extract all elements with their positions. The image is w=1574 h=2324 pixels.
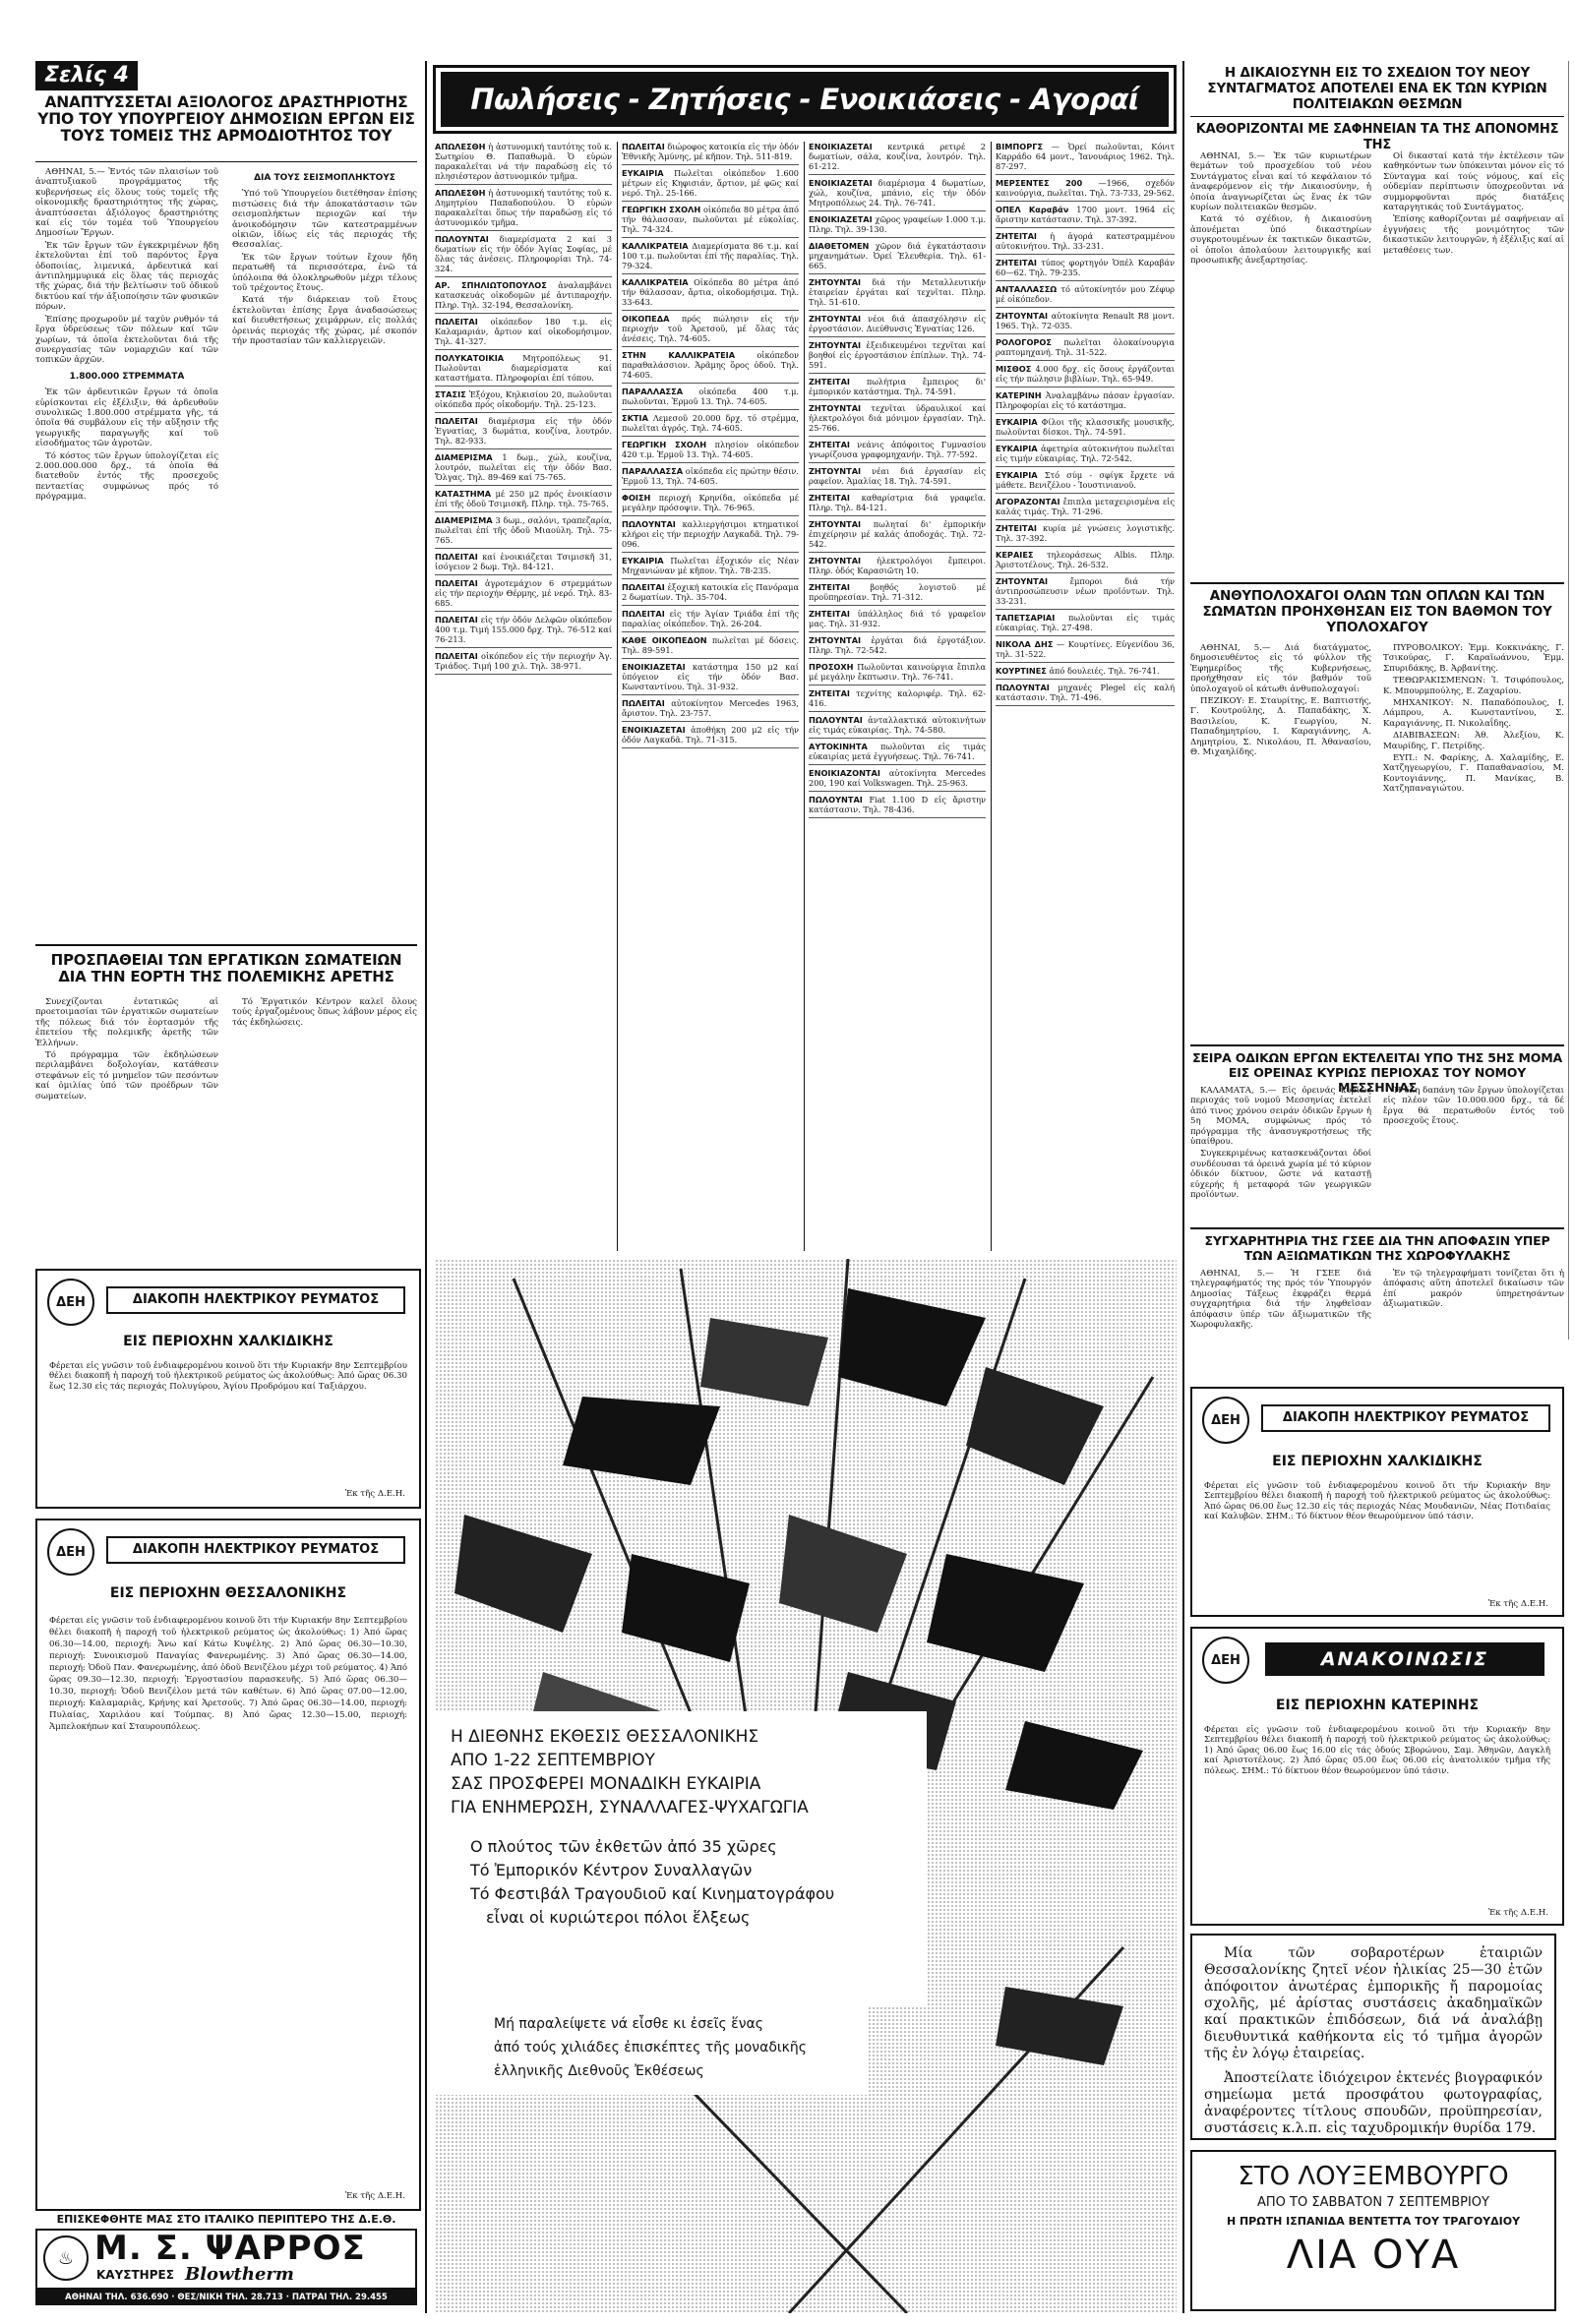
classified-ad-text: καλλιεργήσιμοι κτηματικοί κλήροι εἰς τήν περιοχήν Λαγκαδᾶ. Τηλ. 79-096. bbox=[622, 519, 799, 549]
classified-ad-lead: ΖΗΤΕΙΤΑΙ bbox=[809, 493, 850, 503]
classified-ad bbox=[996, 523, 1175, 547]
classified-ad bbox=[996, 284, 1175, 308]
classified-ad-lead: ΕΝΟΙΚΙΑΖΕΤΑΙ bbox=[622, 662, 686, 672]
classified-ad-text: Οἰκόπεδα 80 μέτρα ἀπό τήν θάλασσαν, ἄρτια, οἰκοδομήσιμα. Τηλ. 33-643. bbox=[622, 277, 799, 307]
page-section-label: Σελίς 4 bbox=[35, 61, 138, 90]
classified-ad bbox=[622, 635, 799, 659]
dei-notice-title: ΔΙΑΚΟΠΗ ΗΛΕΚΤΡΙΚΟΥ ΡΕΥΜΑΤΟΣ bbox=[106, 1536, 405, 1564]
dei-logo-icon: ΔΕΗ bbox=[1202, 1637, 1249, 1684]
classified-ad-text: ἀνταλλακτικά αὐτοκινήτων εἰς τιμάς εὐκαιρίας. Τηλ. 74-580. bbox=[809, 715, 986, 735]
psarros-product: ΚΑΥΣΤΗΡΕΣ bbox=[96, 2268, 174, 2282]
classified-ad bbox=[809, 556, 986, 579]
classified-ad-text: ὑπάλληλος διά τό γραφεῖον μας. Τηλ. 31-932. bbox=[809, 609, 986, 628]
left-top-article: ΑΝΑΠΤΥΣΣΕΤΑΙ ΑΞΙΟΛΟΓΟΣ ΔΡΑΣΤΗΡΙΟΤΗΣ ΥΠΟ ΤΟΥ ΥΠΟΥΡΓΕΙΟΥ ΔΗΜΟΣΙΩΝ ΕΡΓΩΝ ΕΙΣ ΤΟΥΣ ΤΟΜΕΙΣ ΤΗΣ ΑΡΜΟΔΙΟΤΗΤΟΣ ΤΟΥ ΑΘΗΝΑΙ, 5.— Ἐντός τῶν πλαισίων τοῦ ἀναπτυξιακοῦ προγράμματος τῆς κυβερνήσεως εἰς ὅλους τούς τομεῖς τῆς οἰκονομικῆς δραστηριότητος τῆς χώρας, ἀναπτύσσεται ἀξιόλογος δραστηριότης καί εἰς τόν τομέα τοῦ Ὑπουργείου Δημοσίων Ἔργων. Ἐκ τῶν ἔργων τῶν ἐγκεκριμένων ἤδη ἐκτελοῦνται ἐπί τοῦ παρόντος ἔργα ὁδοποιίας, λιμενικά, ἀρδευτικά καί ἀντιπλημμυρικά εἰς ὅλας τάς περιοχάς τῆς χώρας, διά τήν βελτίωσιν τοῦ ὁδικοῦ δικτύου καί τήν ἀξιοποίησιν τῶν φυσικῶν πόρων. Ἐπίσης προχωροῦν μέ ταχύν ρυθμόν τά ἔργα ὑδρεύσεως τῶν πόλεων καί τῶν χωρίων, τά ὁποῖα ἐκτελοῦνται διά τῆς συνεργασίας τῶν νομαρχιῶν καί τῶν τοπικῶν ἀρχῶν. 1.800.000 ΣΤΡΕΜΜΑΤΑ Ἐκ τῶν ἀρδευτικῶν ἔργων τά ὁποῖα εὑρίσκονται εἰς ἐξέλιξιν, θά ἀρδευθοῦν συνολικῶς 1.800.000 στρέμματα γῆς, τά ὁποῖα θά συμβάλουν εἰς τήν αὔξησιν τῆς γεωργικῆς παραγωγῆς καί τοῦ εἰσοδήματος τῶν ἀγροτῶν. Τό κόστος τῶν ἔργων ὑπολογίζεται εἰς 2.000.000.000 δρχ., τά ὁποῖα θά διατεθοῦν ἐντός τῆς προσεχοῦς πενταετίας συμφώνως πρός τό πρόγραμμα. ΔΙΑ ΤΟΥΣ ΣΕΙΣΜΟΠΛΗΚΤΟΥΣ Ὑπό τοῦ Ὑπουργείου διετέθησαν ἐπίσης πιστώσεις διά τήν ἀποκατάστασιν τῶν σεισμοπλήκτων περιοχῶν καί τήν ἀνοικοδόμησιν τῶν κατεστραμμένων οἰκιῶν, ἰδίως εἰς τάς περιοχάς τῆς Θεσσαλίας. Ἐκ τῶν ἔργων τούτων ἔχουν ἤδη περατωθῆ τά περισσότερα, ἐνῶ τά ὑπόλοιπα θά ὁλοκληρωθοῦν μέχρι τέλους τοῦ τρέχοντος ἔτους. Κατά τήν διάρκειαν τοῦ ἔτους ἐκτελοῦνται ἐπίσης ἔργα ἀναδασώσεως καί διευθετήσεως χειμάρρων, εἰς πολλάς ὀρεινάς περιοχάς τῆς χώρας, μέ σκοπόν τήν προστασίαν τῶν καλλιεργειῶν. bbox=[35, 94, 417, 503]
classified-ad-lead: ΠΩΛΕΙΤΑΙ bbox=[622, 582, 665, 592]
classified-ad-text: περιοχή Κρηνίδα, οἰκόπεδα μέ μεγάλην πρόσοψιν. Τηλ. 76-965. bbox=[622, 493, 799, 512]
classified-ad-lead: ΖΗΤΕΙΤΑΙ bbox=[809, 440, 850, 449]
classified-ad-text: πωληταί δι' ἐμπορικήν ἐπιχείρησιν μέ καλάς ἀποδοχάς. Τηλ. 72-542. bbox=[809, 519, 986, 549]
classified-ad-lead: ΕΝΟΙΚΙΑΖΕΤΑΙ bbox=[622, 725, 686, 735]
classified-ad-lead: ΣΚΤΙΑ bbox=[622, 413, 648, 423]
right-top-headline: Η ΔΙΚΑΙΟΣΥΝΗ ΕΙΣ ΤΟ ΣΧΕΔΙΟΝ ΤΟΥ ΝΕΟΥ ΣΥΝΤΑΓΜΑΤΟΣ ΑΠΟΤΕΛΕΙ ΕΝΑ ΕΚ ΤΩΝ ΚΥΡΙΩΝ ΠΟΛΙΤΕΙΑΚΩΝ ΘΕΣΜΩΝ bbox=[1207, 65, 1547, 112]
classified-ad bbox=[996, 142, 1175, 175]
classified-ad bbox=[622, 314, 799, 347]
classified-ad-text: ἀποθήκη 200 μ2 εἰς τήν ὁδόν Λαγκαδᾶ. Τηλ. 71-315. bbox=[622, 725, 799, 745]
classified-ad-lead: ΠΟΛΥΚΑΤΟΙΚΙΑ bbox=[435, 353, 505, 363]
dei-notice-body: Φέρεται εἰς γνῶσιν τοῦ ἐνδιαφερομένου κοινοῦ ὅτι τήν Κυριακήν 8ην Σεπτεμβρίου θέλει διακοπῆ ἡ παροχή τοῦ ἠλεκτρικοῦ ρεύματος ὡς ἀκολούθως: Ἀπό ὥρας 06.00 ἕως 12.30 εἰς τάς περιοχάς Νέας Μουδανιῶν, Νέας Ποτιδαίας καί Καλυβῶν. ΣΗΜ.: Τό δίκτυον θέον θεωρούμενον ὑπό τάσιν. bbox=[1204, 1481, 1550, 1522]
right-mid2-headline: ΣΕΙΡΑ ΟΔΙΚΩΝ ΕΡΓΩΝ ΕΚΤΕΛΕΙΤΑΙ ΥΠΟ ΤΗΣ 5ΗΣ ΜΟΜΑ ΕΙΣ ΟΡΕΙΝΑΣ ΚΥΡΙΩΣ ΠΕΡΙΟΧΑΣ ΤΟΥ ΝΟΜΟΥ ΜΕΣΣΗΝΙΑΣ bbox=[1192, 1050, 1562, 1095]
classified-ad-text: ἀναλαμβάνει κατασκευάς οἰκοδομῶν μέ ἀντιπαροχήν. Πληρ. Τηλ. 32-194, Θεσσαλονίκη. bbox=[435, 280, 612, 310]
classified-ad bbox=[435, 489, 612, 512]
classified-ad-lead: ΖΗΤΟΥΝΤΑΙ bbox=[809, 519, 862, 529]
classified-ad-text: Λεμεσοῦ 20.000 δρχ. τό στρέμμα, πωλεῖται ἀγρός. Τηλ. 74-605. bbox=[622, 413, 799, 433]
classified-ad-text: Πωλεῖται οἰκόπεδον 1.600 μέτρων εἰς Κηφισιάν, ἄρτιον, μέ φῶς καί νερό. Τηλ. 25-166. bbox=[622, 168, 799, 198]
left-bottom-headline: ΠΡΟΣΠΑΘΕΙΑΙ ΤΩΝ ΕΡΓΑΤΙΚΩΝ ΣΩΜΑΤΕΙΩΝ ΔΙΑ ΤΗΝ ΕΟΡΤΗ ΤΗΣ ΠΟΛΕΜΙΚΗΣ ΑΡΕΤΗΣ bbox=[50, 952, 402, 985]
classified-ad-text: ἀπό δουλειές. Τηλ. 76-741. bbox=[1049, 666, 1160, 676]
classified-ad-lead: ΑΠΩΛΕΣΘΗ bbox=[435, 188, 486, 198]
classified-ad-lead: ΠΩΛΟΥΝΤΑΙ bbox=[809, 715, 863, 725]
classified-ad bbox=[622, 241, 799, 274]
classified-ad-lead: ΠΡΟΣΟΧΗ bbox=[809, 662, 854, 672]
classified-ad bbox=[435, 188, 612, 231]
classified-ad-lead: ΖΗΤΕΙΤΑΙ bbox=[809, 609, 850, 619]
classified-ad-lead: ΠΩΛΕΙΤΑΙ bbox=[435, 416, 478, 426]
classified-ad bbox=[622, 725, 799, 748]
classified-ad-text: ἡλεκτρολόγοι ἔμπειροι. Πληρ. ὁδός Καρασιῶτη 10. bbox=[809, 556, 986, 575]
classified-ad bbox=[809, 768, 986, 792]
classified-ad-lead: ΖΗΤΟΥΝΤΑΙ bbox=[809, 466, 862, 476]
classified-ad-text: Φίλοι τῆς κλασσικῆς μουσικῆς, πωλοῦνται δίσκοι. Τηλ. 74-591. bbox=[996, 417, 1175, 437]
classified-ad bbox=[996, 417, 1175, 441]
classified-ad bbox=[622, 350, 799, 384]
dei-notice-sign: Ἐκ τῆς Δ.Ε.Η. bbox=[344, 2190, 405, 2201]
classified-ad-text: τεχνῖται ὑδραυλικοί καί ἠλεκτρολόγοι διά μόνιμον ἐργασίαν. Τηλ. 25-766. bbox=[809, 403, 986, 433]
classified-ad bbox=[435, 142, 612, 185]
dei-logo-icon: ΔΕΗ bbox=[47, 1279, 94, 1326]
psarros-ad bbox=[35, 2229, 417, 2290]
dei-logo-icon: ΔΕΗ bbox=[1202, 1397, 1249, 1444]
classified-ad bbox=[435, 651, 612, 675]
dei-notice-body: Φέρεται εἰς γνῶσιν τοῦ ἐνδιαφερομένου κοινοῦ ὅτι τήν Κυριακήν 8ην Σεπτεμβρίου θέλει διακοπῆ ἡ παροχή τοῦ ἠλεκτρικοῦ ρεύματος ὡς ἀκολούθως: 1) Ἀπό ὥρας 06.30—14.00, περιοχή: Ἄνω καί Κάτω Κυψέλης. 2) Ἀπό ὥρας 06.30—10.30, περιοχή: Συνοικισμοῦ Παναγίας Φανερωμένης. 3) Ἀπό ὥρας 06.30—14.00, περιοχή: Ὁδοῦ Παν. Φανερωμένης, ἀπό ὁδοῦ Βενιζέλου μέχρι τοῦ ρεύματος. 4) Ἀπό ὥρας 09.30—12.30, περιοχή: Ἐργοστασίου παρασκευῆς. 5) Ἀπό ὥρας 06.30—10.30, περιοχή: Ὁδοῦ Βενιζέλου μετά τῶν καθέτων. 6) Ἀπό ὥρας 07.00—12.00, περιοχή: Καλαμαριᾶς, Κρήνης καί Ἀρετσοῦς. 7) Ἀπό ὥρας 06.30—14.00, περιοχή: Πυλαίας, Χαριλάου καί Τούμπας. 8) Ἀπό ὥρας 12.30—15.00, περιοχή: Ἀμπελοκήπων καί Σταυρουπόλεως. bbox=[49, 1616, 407, 1732]
classified-ad-text: εἰς τήν ὁδόν Δελφῶν οἰκόπεδον 400 τ.μ. Τιμή 155.000 δρχ. Τηλ. 76-512 καί 76-213. bbox=[435, 615, 612, 644]
classified-ad-text: πωλεῖται ὁλοκαίνουργια ραπτομηχανή. Τηλ. 31-522. bbox=[996, 337, 1175, 357]
classified-ad-text: ἀφετηρία αὐτοκινήτου πωλεῖται εἰς τιμήν εὐκαιρίας. Τηλ. 72-542. bbox=[996, 444, 1175, 463]
classified-ad bbox=[622, 662, 799, 695]
classified-ad-text: Ἐξόχου, Κηλκισίου 20, πωλοῦνται οἰκόπεδα πρός οἰκοδομήν. Τηλ. 25-123. bbox=[435, 389, 612, 409]
classified-ad-text: ἡ ἀστυνομική ταυτότης τοῦ κ. Σωτηρίου Θ. Παπαθωμᾶ. Ὁ εὑρών παρακαλεῖται νά τήν παραδώσῃ εἰς τό πλησιέστερον ἀστυνομικόν τμῆμα. bbox=[435, 142, 612, 181]
classified-ad-text: διώροφος κατοικία εἰς τήν ὁδόν Ἐθνικῆς Ἀμύνης, μέ κῆπον. Τηλ. 511-819. bbox=[622, 142, 799, 161]
classified-ad-text: μηχανές Plegel εἰς καλή κατάστασιν. Τηλ. 71-496. bbox=[996, 683, 1175, 702]
classified-ad-text: εἰς τήν Ἁγίαν Τριάδα ἐπί τῆς παραλίας οἰκόπεδον. Τηλ. 26-204. bbox=[622, 609, 799, 628]
classified-ad-text: μέ 250 μ2 πρός ἐνοικίασιν ἐπί τῆς ὁδοῦ Τσιμισκῆ. Πληρ. τηλ. 75-765. bbox=[435, 489, 612, 508]
classifieds-col-2 bbox=[622, 142, 799, 1251]
classified-ad-lead: ΔΙΑΜΕΡΙΣΜΑ bbox=[435, 452, 493, 462]
classified-ad bbox=[435, 317, 612, 350]
classified-ad-lead: ΕΝΟΙΚΙΑΖΕΤΑΙ bbox=[809, 142, 873, 151]
classified-ad bbox=[996, 470, 1175, 494]
classified-ad-text: βοηθός λογιστοῦ μέ προϋπηρεσίαν. Τηλ. 71-312. bbox=[809, 582, 986, 602]
classified-ad bbox=[996, 666, 1175, 680]
classified-ad bbox=[809, 519, 986, 553]
classified-ad bbox=[809, 715, 986, 739]
classified-ad bbox=[809, 609, 986, 632]
classified-ad bbox=[435, 280, 612, 314]
classified-ad-lead: ΑΝΤΑΛΛΑΣΣΩ bbox=[996, 284, 1058, 294]
classified-ad-text: ἐργάται διά ἐργοτάξιον. Πληρ. Τηλ. 72-542. bbox=[809, 635, 986, 655]
classified-ad-text: χῶρος γραφείων 1.000 τ.μ. Πληρ. Τηλ. 39-130. bbox=[809, 214, 986, 234]
classified-ad-text: οἰκόπεδα 400 τ.μ. πωλοῦνται. Ἐρμοῦ 13. Τηλ. 74-605. bbox=[622, 387, 799, 406]
classified-ad-text: νέαι διά ἐργασίαν εἰς ραφεῖον. Ἀμαλίας 18. Τηλ. 74-591. bbox=[809, 466, 986, 486]
psarros-product-brand: Blowtherm bbox=[185, 2264, 294, 2285]
classified-ad-lead: ΠΩΛΕΙΤΑΙ bbox=[622, 698, 665, 708]
classified-ad bbox=[435, 452, 612, 486]
classified-ad-lead: ΠΩΛΟΥΝΤΑΙ bbox=[435, 234, 489, 244]
classified-ad-text: 4.000 δρχ. εἰς ὅσους ἐργάζονται εἰς τήν πώλησιν βιβλίων. Τηλ. 65-949. bbox=[996, 364, 1175, 384]
dei-notice-body: Φέρεται εἰς γνῶσιν τοῦ ἐνδιαφερομένου κοινοῦ ὅτι τήν Κυριακήν 8ην Σεπτεμβρίου θέλει διακοπῆ ἡ παροχή τοῦ ἠλεκτρικοῦ ρεύματος ὡς ἀκολούθως: 1) Ἀπό ὥρας 06.00 ἕως 16.00 εἰς τάς ὁδούς Σβορώνου, Σαμ. Ἀθηνῶν, Δαγκλῆ καί Ἀριστοτέλους. 2) Ἀπό ὥρας 05.00 ἕως 06.00 εἰς ἀνατολικόν τμῆμα τῆς πόλεως. ΣΗΜ.: Τό δίκτυον θέον θεωρούμενον ὑπό τάσιν. bbox=[1204, 1725, 1550, 1776]
classified-ad-lead: ΖΗΤΕΙΤΑΙ bbox=[996, 231, 1037, 241]
classified-ad-text: —1966, σχεδόν καινούργια, πωλεῖται. Τηλ. 73-733, 29-562. bbox=[996, 178, 1175, 198]
classified-ad-lead: ΑΓΟΡΑΖΟΝΤΑΙ bbox=[996, 497, 1060, 507]
classified-ad bbox=[622, 205, 799, 238]
classified-ad bbox=[622, 440, 799, 463]
classified-ad bbox=[996, 178, 1175, 202]
classified-ad-lead: ΑΥΤΟΚΙΝΗΤΑ bbox=[809, 742, 868, 751]
classified-ad bbox=[996, 576, 1175, 610]
classified-ad-lead: ΖΗΤΟΥΝΤΑΙ bbox=[996, 576, 1049, 586]
classified-ad bbox=[996, 683, 1175, 706]
classified-ad-lead: ΤΑΠΕΤΣΑΡΙΑΙ bbox=[996, 613, 1056, 623]
classified-ad-lead: ΕΥΚΑΙΡΙΑ bbox=[996, 470, 1038, 480]
classified-ad-text: Διαμερίσματα 86 τ.μ. καί 100 τ.μ. πωλοῦνται ἐπί τῆς παραλίας. Τηλ. 79-324. bbox=[622, 241, 799, 270]
classified-ad-lead: ΠΩΛΕΙΤΑΙ bbox=[622, 142, 665, 151]
classified-ad-text: κυρία μέ γνώσεις λογιστικῆς. Τηλ. 37-392. bbox=[996, 523, 1175, 543]
classified-ad-text: νέοι διά ἀπασχόλησιν εἰς ἐργοστάσιον. Διεύθυνσις Ἐγνατίας 126. bbox=[809, 314, 986, 333]
classified-ad-lead: ΠΩΛΕΙΤΑΙ bbox=[435, 578, 478, 588]
right-top-article: Η ΔΙΚΑΙΟΣΥΝΗ ΕΙΣ ΤΟ ΣΧΕΔΙΟΝ ΤΟΥ ΝΕΟΥ ΣΥΝΤΑΓΜΑΤΟΣ ΑΠΟΤΕΛΕΙ ΕΝΑ ΕΚ ΤΩΝ ΚΥΡΙΩΝ ΠΟΛΙΤΕΙΑΚΩΝ ΘΕΣΜΩΝ ΚΑΘΟΡΙΖΟΝΤΑΙ ΜΕ ΣΑΦΗΝΕΙΑΝ ΤΑ ΤΗΣ ΑΠΟΝΟΜΗΣ ΤΗΣ ΑΘΗΝΑΙ, 5.— Ἐκ τῶν κυριωτέρων θεμάτων τοῦ προσχεδίου τοῦ νέου Συντάγματος εἶναι καί τό κεφάλαιον τό ἀναφερόμενον εἰς τήν Δικαιοσύνην, ἡ ὁποία ἀναγνωρίζεται ὡς ἕνας ἐκ τῶν κυρίων πολιτειακῶν θεσμῶν. Κατά τό σχέδιον, ἡ Δικαιοσύνη ἀπονέμεται ὑπό δικαστηρίων συγκροτουμένων ἐκ τακτικῶν δικαστῶν, οἱ ὁποῖοι ἀπολαύουν λειτουργικῆς καί προσωπικῆς ἀνεξαρτησίας. Οἱ δικασταί κατά τήν ἐκτέλεσιν τῶν καθηκόντων των ὑπόκεινται μόνον εἰς τό Σύνταγμα καί τούς νόμους, καί εἰς οὐδεμίαν περίπτωσιν ὑποχρεοῦνται νά συμμορφοῦνται πρός διατάξεις καταργητικάς τοῦ Συντάγματος. Ἐπίσης καθορίζονται μέ σαφήνειαν αἱ ἐγγυήσεις τῆς μονιμότητος τῶν δικαστικῶν λειτουργῶν, ἡ ἐξέλιξις καί αἱ μεταθέσεις των. bbox=[1190, 65, 1564, 267]
classified-ad bbox=[809, 178, 986, 211]
classified-ad-text: αὐτοκίνητον Mercedes 1963, ἄριστον. Τηλ. 23-757. bbox=[622, 698, 799, 718]
right-mid-headline: ΑΝΘΥΠΟΛΟΧΑΓΟΙ ΟΛΩΝ ΤΩΝ ΟΠΛΩΝ ΚΑΙ ΤΩΝ ΣΩΜΑΤΩΝ ΠΡΟΗΧΘΗΣΑΝ ΕΙΣ ΤΟΝ ΒΑΘΜΟΝ ΤΟΥ ΥΠΟΛΟΧΑΓΟΥ bbox=[1202, 588, 1552, 635]
classified-ad-text: ἔπιπλα μεταχειρισμένα εἰς καλάς τιμάς. Τηλ. 71-296. bbox=[996, 497, 1175, 516]
classified-ad-lead: ΟΙΚΟΠΕΔΑ bbox=[622, 314, 670, 324]
left-bottom-article: ΠΡΟΣΠΑΘΕΙΑΙ ΤΩΝ ΕΡΓΑΤΙΚΩΝ ΣΩΜΑΤΕΙΩΝ ΔΙΑ ΤΗΝ ΕΟΡΤΗ ΤΗΣ ΠΟΛΕΜΙΚΗΣ ΑΡΕΤΗΣ Συνεχίζονται ἐντατικῶς αἱ προετοιμασίαι τῶν ἐργατικῶν σωματείων τῆς πόλεως διά τόν ἑορτασμόν τῆς ἐπετείου τῆς πολεμικῆς ἀρετῆς τῶν Ἑλλήνων. Τό πρόγραμμα τῶν ἐκδηλώσεων περιλαμβάνει δοξολογίαν, κατάθεσιν στεφάνων εἰς τό μνημεῖον τῶν πεσόντων καί ὁμιλίας ὑπό τῶν προέδρων τῶν σωματείων. Τό Ἐργατικόν Κέντρον καλεῖ ὅλους τούς ἐργαζομένους ὅπως λάβουν μέρος εἰς τάς ἐκδηλώσεις. bbox=[35, 952, 417, 1102]
classified-ad bbox=[809, 582, 986, 606]
classified-ad-lead: ΕΥΚΑΙΡΙΑ bbox=[996, 417, 1038, 427]
classified-ad-text: τηλεοράσεως Albis. Πληρ. Ἀριστοτέλους. Τηλ. 26-532. bbox=[996, 550, 1175, 569]
right-mid-article: ΑΝΘΥΠΟΛΟΧΑΓΟΙ ΟΛΩΝ ΤΩΝ ΟΠΛΩΝ ΚΑΙ ΤΩΝ ΣΩΜΑΤΩΝ ΠΡΟΗΧΘΗΣΑΝ ΕΙΣ ΤΟΝ ΒΑΘΜΟΝ ΤΟΥ ΥΠΟΛΟΧΑΓΟΥ ΑΘΗΝΑΙ, 5.— Διά διατάγματος, δημοσιευθέντος εἰς τό φύλλον τῆς Ἐφημερίδος τῆς Κυβερνήσεως, προήχθησαν εἰς τόν βαθμόν τοῦ ὑπολοχαγοῦ οἱ κάτωθι ἀνθυπολοχαγοί: ΠΕΖΙΚΟΥ: Ε. Σταυρίτης, Ε. Βαπτιστής, Γ. Κουτρούλης, Δ. Παπαδάκης, Χ. Βασιλείου, Κ. Γεωργίου, Ν. Παπαδημητρίου, Ι. Καραγιάννης, Α. Δημητρίου, Σ. Νικολάου, Π. Ἀθανασίου, Θ. Μιχαηλίδης. ΠΥΡΟΒΟΛΙΚΟΥ: Ἐμμ. Κοκκινάκης, Γ. Τσικούρας, Γ. Καραϊωάννου, Ἐμμ. Σπυριδάκης, Β. Ἀρβανίτης. ΤΕΘΩΡΑΚΙΣΜΕΝΩΝ: Ἰ. Τσιφόπουλος, Κ. Μπουρμπούλης, Ε. Ζαχαρίου. ΜΗΧΑΝΙΚΟΥ: Ν. Παπαδόπουλος, Ι. Λάμπρου, Α. Κωνσταντίνου, Σ. Καραγιάννης, Π. Νικολαΐδης. ΔΙΑΒΙΒΑΣΕΩΝ: Ἀθ. Ἀλεξίου, Κ. Μαυρίδης, Γ. Πετρίδης. ΕΥΠ.: Ν. Φαρίκης, Δ. Χαλαμίδης, Ε. Χατζηγεωργίου, Γ. Παπαθανασίου, Μ. Κοντογιάννης, Π. Μανίκας, Β. Χατζηπαναγιώτου. bbox=[1190, 588, 1564, 795]
classified-ad-lead: ΚΟΥΡΤΙΝΕΣ bbox=[996, 666, 1047, 676]
fair-text-panel: Η ΔΙΕΘΝΗΣ ΕΚΘΕΣΙΣ ΘΕΣΣΑΛΟΝΙΚΗΣ ΑΠΟ 1-22 ΣΕΠΤΕΜΒΡΙΟΥ ΣΑΣ ΠΡΟΣΦΕΡΕΙ ΜΟΝΑΔΙΚΗ ΕΥΚΑΙΡΙΑ ΓΙΑ ΕΝΗΜΕΡΩΣΗ, ΣΥΝΑΛΛΑΓΕΣ-ΨΥΧΑΓΩΓΙΑ Ο πλούτος τῶν ἐκθετῶν ἀπό 35 χῶρες Τό Ἐμπορικόν Κέντρον Συναλλαγῶν Τό Φεστιβάλ Τραγουδιοῦ καί Κινηματογράφου εἶναι οἱ κυριώτεροι πόλοι ἕλξεως bbox=[435, 1711, 927, 2006]
classified-ad bbox=[809, 377, 986, 400]
classified-ad bbox=[809, 340, 986, 374]
dei-notice-title: ΑΝΑΚΟΙΝΩΣΙΣ bbox=[1265, 1642, 1544, 1676]
dei-notice-sign: Ἐκ τῆς Δ.Ε.Η. bbox=[344, 1488, 405, 1499]
dei-notice-region: ΕΙΣ ΠΕΡΙΟΧΗΝ ΧΑΛΚΙΔΙΚΗΣ bbox=[1272, 1454, 1483, 1469]
psarros-brand: Μ. Σ. ΨΑΡΡΟΣ bbox=[94, 2229, 366, 2268]
classified-ad bbox=[435, 615, 612, 648]
classified-ad bbox=[809, 241, 986, 274]
classified-ad-lead: ΚΑΛΛΙΚΡΑΤΕΙΑ bbox=[622, 241, 689, 251]
classified-ad-text: πωλοῦνται εἰς τιμάς εὐκαιρίας. Τηλ. 27-498. bbox=[996, 613, 1175, 632]
classified-ad-text: καί ἐνοικιάζεται Τσιμισκῆ 31, ἰσόγειον 2 δωμ. Τηλ. 84-121. bbox=[435, 552, 612, 571]
classified-ad-lead: ΚΑΤΑΣΤΗΜΑ bbox=[435, 489, 492, 499]
classified-ad bbox=[996, 550, 1175, 573]
dei-notice-region: ΕΙΣ ΠΕΡΙΟΧΗΝ ΘΕΣΣΑΛΟΝΙΚΗΣ bbox=[109, 1585, 347, 1601]
classified-ad-text: πωλοῦνται εἰς τιμάς εὐκαιρίας μετά ἐγγυήσεως. Τηλ. 76-741. bbox=[809, 742, 986, 761]
classified-ad bbox=[622, 142, 799, 165]
dei-announcement-katerini bbox=[1190, 1627, 1564, 1926]
classified-ad bbox=[622, 698, 799, 722]
dei-notice-chalkidiki-left bbox=[35, 1269, 421, 1509]
classified-ad-text: ἡ ἀγορά κατεστραμμένου αὐτοκινήτου. Τηλ. 33-231. bbox=[996, 231, 1175, 251]
right-top-subhead: ΚΑΘΟΡΙΖΟΝΤΑΙ ΜΕ ΣΑΦΗΝΕΙΑΝ ΤΑ ΤΗΣ ΑΠΟΝΟΜΗΣ ΤΗΣ bbox=[1195, 122, 1559, 152]
classified-ad-lead: ΜΙΣΘΟΣ bbox=[996, 364, 1032, 374]
classified-ad-lead: ΑΡ. ΣΠΗΛΙΩΤΟΠΟΥΛΟΣ bbox=[435, 280, 547, 290]
classified-ad bbox=[435, 515, 612, 549]
classified-ad-lead: ΖΗΤΟΥΝΤΑΙ bbox=[996, 311, 1049, 321]
classified-ad-lead: ΕΥΚΑΙΡΙΑ bbox=[622, 556, 664, 566]
classified-ad-lead: ΠΩΛΟΥΝΤΑΙ bbox=[996, 683, 1050, 692]
classified-ad-text: διαμέρισμα 4 δωματίων, χώλ, κουζίνα, μπάνιο, εἰς τήν ὁδόν Μητροπόλεως 24. Τηλ. 76-741. bbox=[809, 178, 986, 208]
classified-ad bbox=[996, 258, 1175, 281]
lia-oua-ad: ΣΤΟ ΛΟΥΞΕΜΒΟΥΡΓΟ ΑΠΟ ΤΟ ΣΑΒΒΑΤΟΝ 7 ΣΕΠΤΕΜΒΡΙΟΥ Η ΠΡΩΤΗ ΙΣΠΑΝΙΔΑ ΒΕΝΤΕΤΤΑ ΤΟΥ ΤΡΑΓΟΥΔΙΟΥ ΛΙΑ ΟΥΑ bbox=[1190, 2150, 1556, 2311]
classified-ad-text: αὐτοκίνητα Mercedes 200, 190 καί Volkswagen. Τηλ. 25-963. bbox=[809, 768, 986, 788]
classified-ad bbox=[622, 582, 799, 606]
classified-ad-lead: ΔΙΑΜΕΡΙΣΜΑ bbox=[435, 515, 493, 525]
classified-ad-lead: ΚΑΤΕΡΙΝΗ bbox=[996, 390, 1042, 400]
dei-notice-region: ΕΙΣ ΠΕΡΙΟΧΗΝ ΧΑΛΚΙΔΙΚΗΣ bbox=[123, 1334, 333, 1349]
classified-ad-lead: ΠΩΛΟΥΝΤΑΙ bbox=[809, 795, 863, 804]
classified-ad bbox=[809, 466, 986, 490]
classified-ad-text: ἀγροτεμάχιον 6 στρεμμάτων εἰς τήν περιοχήν Θέρμης, μέ νερό. Τηλ. 83-685. bbox=[435, 578, 612, 608]
classified-ad-text: Ἀναλαμβάνω πάσαν ἐργασίαν. Πληροφορίαι εἰς τό κατάστημα. bbox=[996, 390, 1175, 410]
classified-ad-text: καθαρίστρια διά γραφεῖα. Πληρ. Τηλ. 84-121. bbox=[809, 493, 986, 512]
classified-ad bbox=[435, 389, 612, 413]
classified-ad-lead: ΠΩΛΕΙΤΑΙ bbox=[435, 552, 478, 562]
classified-ad-lead: ΖΗΤΟΥΝΤΑΙ bbox=[809, 314, 862, 324]
classified-ad-text: πωλήτρια ἔμπειρος δι' ἐμπορικόν κατάστημα. Τηλ. 74-591. bbox=[809, 377, 986, 396]
classified-ad-text: — Ὁρεί πωλοῦνται, Κόνιτ Καρράδο 64 μοντ., Ἰανουάριος 1962. Τηλ. 87-297. bbox=[996, 142, 1175, 171]
dei-notice-chalkidiki-right bbox=[1190, 1387, 1564, 1617]
classifieds-col-3 bbox=[809, 142, 986, 1251]
classified-ad-lead: ΕΝΟΙΚΙΑΖΕΤΑΙ bbox=[809, 214, 873, 224]
classified-ad bbox=[996, 205, 1175, 228]
classified-ad-text: 3 δωμ., σαλόνι, τραπεζαρία, πωλεῖται ἐπί τῆς ὁδοῦ Μιαούλη. Τηλ. 75-765. bbox=[435, 515, 612, 545]
classified-ad-text: χῶρον διά ἐγκατάστασιν μηχανημάτων. Ὀρεί Ἐλευθερία. Τηλ. 61-665. bbox=[809, 241, 986, 270]
classified-ad-lead: ΓΕΩΡΓΙΚΗ ΣΧΟΛΗ bbox=[622, 440, 707, 449]
right-mid3-article: ΣΥΓΧΑΡΗΤΗΡΙΑ ΤΗΣ ΓΣΕΕ ΔΙΑ ΤΗΝ ΑΠΟΦΑΣΙΝ ΥΠΕΡ ΤΩΝ ΑΞΙΩΜΑΤΙΚΩΝ ΤΗΣ ΧΩΡΟΦΥΛΑΚΗΣ ΑΘΗΝΑΙ, 5.— Ἡ ΓΣΕΕ διά τηλεγραφήματός της πρός τόν Ὑπουργόν Δημοσίας Τάξεως ἐκφράζει θερμά συγχαρητήρια διά τήν ληφθεῖσαν ἀπόφασιν ὑπέρ τῶν ἀξιωματικῶν τῆς Χωροφυλακῆς. Ἐν τῷ τηλεγραφήματι τονίζεται ὅτι ἡ ἀπόφασις αὕτη ἀποτελεῖ δικαίωσιν τῶν ἐπί μακρόν ὑπηρετησάντων ἀξιωματικῶν. bbox=[1190, 1233, 1564, 1331]
classified-ad-lead: ΓΕΩΡΓΙΚΗ ΣΧΟΛΗ bbox=[622, 205, 701, 214]
classified-ad bbox=[809, 742, 986, 765]
psarros-address-bar: ΑΘΗΝΑΙ ΤΗΛ. 636.690 · ΘΕΣ/ΝΙΚΗ ΤΗΛ. 28.713 · ΠΑΤΡΑΙ ΤΗΛ. 29.455 bbox=[35, 2290, 417, 2305]
classified-ad-lead: ΡΟΛΟΓΟΡΟΣ bbox=[996, 337, 1052, 347]
classified-ad bbox=[622, 168, 799, 202]
dei-notice-region: ΕΙΣ ΠΕΡΙΟΧΗΝ ΚΑΤΕΡΙΝΗΣ bbox=[1275, 1698, 1480, 1713]
classified-ad-lead: ΟΠΕΛ Καραβάν bbox=[996, 205, 1069, 214]
classified-ad bbox=[809, 493, 986, 516]
classified-ad-lead: ΒΙΜΠΟΡΓΣ bbox=[996, 142, 1044, 151]
thessaloniki-fair-ad bbox=[435, 1259, 1177, 2313]
classified-ad-lead: ΚΑΘΕ ΟΙΚΟΠΕΔΟΝ bbox=[622, 635, 707, 645]
right-mid3-headline: ΣΥΓΧΑΡΗΤΗΡΙΑ ΤΗΣ ΓΣΕΕ ΔΙΑ ΤΗΝ ΑΠΟΦΑΣΙΝ ΥΠΕΡ ΤΩΝ ΑΞΙΩΜΑΤΙΚΩΝ ΤΗΣ ΧΩΡΟΦΥΛΑΚΗΣ bbox=[1204, 1233, 1550, 1263]
classified-ad-lead: ΑΠΩΛΕΣΘΗ bbox=[435, 142, 486, 151]
left-top-subhead: 1.800.000 ΣΤΡΕΜΜΑΤΑ bbox=[69, 371, 185, 382]
classified-ad-lead: ΚΑΛΛΙΚΡΑΤΕΙΑ bbox=[622, 277, 689, 287]
classified-ad bbox=[622, 277, 799, 311]
classified-ad bbox=[435, 416, 612, 449]
classified-ad bbox=[996, 337, 1175, 361]
classified-ad-lead: ΖΗΤΟΥΝΤΑΙ bbox=[809, 556, 862, 566]
classified-ad bbox=[809, 277, 986, 311]
classified-ad bbox=[996, 613, 1175, 636]
classified-ad bbox=[622, 387, 799, 410]
classified-ad-lead: ΣΤΑΣΙΣ bbox=[435, 389, 466, 399]
classified-ad-text: διά τήν Μεταλλευτικήν ἑταιρείαν ἐργάται καί τεχνῖται. Πληρ. Τηλ. 51-610. bbox=[809, 277, 986, 307]
classified-ad bbox=[996, 444, 1175, 467]
job-ad: Μία τῶν σοβαροτέρων ἑταιριῶν Θεσσαλονίκης ζητεῖ νέον ἡλικίας 25—30 ἐτῶν ἀπόφοιτον ἀνωτέρας ἐμπορικῆς ἤ παρομοίας σχολῆς, μέ ἀρίστας συστάσεις ἀκαδημαϊκῶν καί πρακτικῶν ἐπιδόσεων, διά νά ἀναλάβῃ διευθυντικά καθήκοντα εἰς τό τμῆμα ἀγορῶν τῆς ἐν λόγῳ ἑταιρείας. Ἀποστείλατε ἰδιόχειρον ἐκτενές βιογραφικόν σημείωμα μετά προσφάτου φωτογραφίας, ἀναφέροντες τίτλους σπουδῶν, προϋπηρεσίαν, συστάσεις κ.λ.π. εἰς ταχυδρομικήν θυρίδα 179. bbox=[1190, 1934, 1556, 2140]
classified-ad-text: Fiat 1.100 D εἰς ἄριστην κατάστασιν. Τηλ. 78-436. bbox=[809, 795, 986, 814]
left-mid-subhead: ΔΙΑ ΤΟΥΣ ΣΕΙΣΜΟΠΛΗΚΤΟΥΣ bbox=[254, 173, 395, 183]
classified-ad bbox=[809, 314, 986, 337]
classified-ad bbox=[996, 390, 1175, 414]
classified-ad-text: 1700 μοντ. 1964 εἰς ἄριστην κατάστασιν. Τηλ. 37-392. bbox=[996, 205, 1175, 224]
classified-ad-text: τύπος φορτηγόν Ὁπέλ Καραβάν 60—62. Τηλ. 79-235. bbox=[996, 258, 1175, 277]
classified-ad bbox=[809, 214, 986, 238]
classified-ad-text: οἰκόπεδον 180 τ.μ. εἰς Καλαμαριάν, ἄρτιον καί οἰκοδομήσιμον. Τηλ. 41-327. bbox=[435, 317, 612, 346]
classified-ad bbox=[622, 556, 799, 579]
classified-ad bbox=[622, 413, 799, 437]
classified-ad bbox=[435, 353, 612, 387]
classified-ad bbox=[622, 493, 799, 516]
classified-ad-text: ἐξοχική κατοικία εἰς Πανόραμα 2 δωματίων. Τηλ. 35-704. bbox=[622, 582, 799, 602]
classified-ad-text: πωλεῖται μέ δόσεις. Τηλ. 89-591. bbox=[622, 635, 799, 655]
visit-pavilion-banner: ΕΠΙΣΚΕΦΘΗΤΕ ΜΑΣ ΣΤΟ ΙΤΑΛΙΚΟ ΠΕΡΙΠΤΕΡΟ ΤΗΣ Δ.Ε.Θ. bbox=[56, 2213, 396, 2226]
classified-ad-text: αὐτοκίνητα Renault R8 μοντ. 1965. Τηλ. 72-035. bbox=[996, 311, 1175, 330]
classified-ad-lead: ΠΩΛΕΙΤΑΙ bbox=[435, 651, 478, 661]
classified-ad-lead: ΖΗΤΕΙΤΑΙ bbox=[809, 688, 850, 698]
classified-ad-lead: ΖΗΤΕΙΤΑΙ bbox=[996, 523, 1037, 533]
classified-ad-text: Πωλοῦνται καινούργια ἔπιπλα μέ μεγάλην ἔκπτωσιν. Τηλ. 76-741. bbox=[809, 662, 986, 682]
classified-ad-text: διαμερίσματα 2 καί 3 δωματίων εἰς τήν ὁδόν Ἁγίας Σοφίας, μέ ὅλας τάς ἀνέσεις. Πληροφορίαι Τηλ. 74-324. bbox=[435, 234, 612, 273]
classified-ad-text: οἰκόπεδα εἰς πρώτην θέσιν. Ἐρμοῦ 13, Τηλ. 74-605. bbox=[622, 466, 799, 486]
classified-ad-text: πρός πώλησιν εἰς τήν περιοχήν τοῦ Ἀρετσοῦ, μέ ὅλας τάς ἀνέσεις. Τηλ. 74-605. bbox=[622, 314, 799, 343]
classified-ad bbox=[809, 795, 986, 818]
classified-ad-lead: ΖΗΤΟΥΝΤΑΙ bbox=[809, 340, 862, 350]
classified-ad-lead: ΖΗΤΟΥΝΤΑΙ bbox=[809, 277, 862, 287]
dei-notice-body: Φέρεται εἰς γνῶσιν τοῦ ἐνδιαφερομένου κοινοῦ ὅτι τήν Κυριακήν 8ην Σεπτεμβρίου θέλει διακοπῆ ἡ παροχή τοῦ ἠλεκτρικοῦ ρεύματος ὡς ἀκολούθως: Ἀπό ὥρας 06.30 ἕως 12.30 εἰς τάς περιοχάς Πολυγύρου, Ἁγίου Προδρόμου καί Ταξιάρχου. bbox=[49, 1361, 407, 1392]
classified-ad bbox=[996, 639, 1175, 663]
classified-ad bbox=[809, 142, 986, 175]
dei-notice-sign: Ἐκ τῆς Δ.Ε.Η. bbox=[1487, 1598, 1548, 1609]
classified-ad-lead: ΠΩΛΕΙΤΑΙ bbox=[435, 615, 478, 625]
classified-ad bbox=[809, 662, 986, 685]
classifieds-col-4 bbox=[996, 142, 1175, 1251]
classified-ad-text: οἰκόπεδα 80 μέτρα ἀπό τήν θάλασσαν, πωλοῦνται μέ εὐκολίας. Τηλ. 74-324. bbox=[622, 205, 799, 234]
classified-ad bbox=[622, 609, 799, 632]
classified-ad-text: κεντρικά ρετιρέ 2 δωματίων, σάλα, κουζίνα, λουτρόν. Τηλ. 61-212. bbox=[809, 142, 986, 171]
classified-ad-lead: ΖΗΤΟΥΝΤΑΙ bbox=[809, 403, 862, 413]
classified-ad-text: Μητροπόλεως 91. Πωλοῦνται διαμερίσματα καί καταστήματα. Πληροφορίαι ἐπί τόπου. bbox=[435, 353, 612, 383]
classified-ad-lead: ΕΝΟΙΚΙΑΖΟΝΤΑΙ bbox=[809, 768, 880, 778]
classified-ad-lead: ΖΗΤΕΙΤΑΙ bbox=[996, 258, 1037, 268]
classified-ad-text: οἰκόπεδον παραθαλάσσιον. Ἀρᾶμης ὅρος ὁδοῦ. Τηλ. 74-605. bbox=[622, 350, 799, 380]
classified-ad-text: οἰκόπεδον εἰς τήν περιοχήν Ἀγ. Τριάδος. Τιμή 100 χιλ. Τηλ. 38-971. bbox=[435, 651, 612, 671]
classified-ad-text: νεάνις ἀπόφοιτος Γυμνασίου γνωρίζουσα γραφομηχανήν. Τηλ. 77-592. bbox=[809, 440, 986, 459]
classified-ad-lead: ΕΥΚΑΙΡΙΑ bbox=[996, 444, 1038, 453]
classified-ad bbox=[622, 519, 799, 553]
classified-ad-text: ἡ ἀστυνομική ταυτότης τοῦ κ. Δημητρίου Παπαδοπούλου. Ὁ εὑρών παρακαλεῖται ὅπως τήν παραδώσῃ εἰς τό ἀστυνομικόν τμῆμα. bbox=[435, 188, 612, 227]
classified-ad-lead: ΠΑΡΑΛΛΑΣΣΑ bbox=[622, 387, 684, 396]
classified-ad bbox=[996, 497, 1175, 520]
classified-ad-lead: ΕΝΟΙΚΙΑΖΕΤΑΙ bbox=[809, 178, 873, 188]
dei-logo-icon: ΔΕΗ bbox=[47, 1528, 94, 1576]
classified-ad bbox=[809, 440, 986, 463]
classified-ad-lead: ΣΤΗΝ ΚΑΛΛΙΚΡΑΤΕΙΑ bbox=[622, 350, 736, 360]
dei-notice-title: ΔΙΑΚΟΠΗ ΗΛΕΚΤΡΙΚΟΥ ΡΕΥΜΑΤΟΣ bbox=[106, 1286, 405, 1314]
classified-ad-text: ἔμποροι διά τήν ἀντιπροσώπευσιν νέων προϊόντων. Τηλ. 33-231. bbox=[996, 576, 1175, 606]
classified-ad bbox=[996, 311, 1175, 334]
classified-ad-text: τό αὐτοκίνητόν μου Ζέφυρ μέ οἰκόπεδον. bbox=[996, 284, 1175, 304]
classified-ad-lead: ΖΗΤΕΙΤΑΙ bbox=[809, 377, 850, 387]
classified-ad-text: διαμέρισμα εἰς τήν ὁδόν Ἐγνατίας, 3 δωμάτια, κουζίνα, λουτρόν. Τηλ. 82-933. bbox=[435, 416, 612, 446]
classified-ad-text: ἐξειδικευμένοι τεχνῖται καί βοηθοί εἰς ἐργοστάσιον ἐπίπλων. Τηλ. 74-591. bbox=[809, 340, 986, 370]
classified-ad-text: τεχνίτης καλοριφέρ. Τηλ. 62-416. bbox=[809, 688, 986, 708]
classified-ad-lead: ΠΑΡΑΛΛΑΣΣΑ bbox=[622, 466, 684, 476]
classified-ad-lead: ΖΗΤΟΥΝΤΑΙ bbox=[809, 635, 862, 645]
classified-ad-text: Πωλεῖται ἐξοχικόν εἰς Νέαν Μηχανιώναν μέ κῆπον. Τηλ. 78-235. bbox=[622, 556, 799, 575]
classified-ad-lead: ΕΥΚΑΙΡΙΑ bbox=[622, 168, 664, 178]
fair-call-panel: Μή παραλείψετε νά εἶσθε κι ἐσεῖς ἕνας ἀπό τούς χιλιάδες ἐπισκέπτες τῆς μοναδικῆς ἑλληνικῆς Διεθνοῦς Ἐκθέσεως bbox=[435, 2006, 868, 2095]
classified-ad-lead: ΜΕΡΣΕΝΤΕΣ 200 bbox=[996, 178, 1083, 188]
right-mid2-article: ΣΕΙΡΑ ΟΔΙΚΩΝ ΕΡΓΩΝ ΕΚΤΕΛΕΙΤΑΙ ΥΠΟ ΤΗΣ 5ΗΣ ΜΟΜΑ ΕΙΣ ΟΡΕΙΝΑΣ ΚΥΡΙΩΣ ΠΕΡΙΟΧΑΣ ΤΟΥ ΝΟΜΟΥ ΜΕΣΣΗΝΙΑΣ ΚΑΛΑΜΑΤΑ, 5.— Εἰς ὀρεινάς κυρίως περιοχάς τοῦ νομοῦ Μεσσηνίας ἐκτελεῖ ἀπό τινος χρόνου σειράν ὁδικῶν ἔργων ἡ 5η ΜΟΜΑ, συμφώνως πρός τό πρόγραμμα τῆς ἀνασυγκροτήσεως τῆς ὑπαίθρου. Συγκεκριμένως κατασκευάζονται ὁδοί συνδέουσαι τά ὀρεινά χωρία μέ τό κύριον ὁδικόν δίκτυον, ὥστε νά καταστῇ εὐχερής ἡ μεταφορά τῶν γεωργικῶν προϊόντων. Ἡ ὅλη δαπάνη τῶν ἔργων ὑπολογίζεται εἰς πλέον τῶν 10.000.000 δρχ., τά δέ ἔργα θά περατωθοῦν ἐντός τοῦ προσεχοῦς ἔτους. bbox=[1190, 1050, 1564, 1201]
classified-ad-lead: ΠΩΛΕΙΤΑΙ bbox=[435, 317, 478, 327]
classified-ad bbox=[809, 635, 986, 659]
classified-ad bbox=[809, 688, 986, 712]
classified-ad-text: Στό σύμ - σφίγκ ἔρχετε νά μάθετε. Βενιζέλου - Ἰουστινιανοῦ. bbox=[996, 470, 1175, 490]
dei-notice-thessaloniki bbox=[35, 1519, 421, 2211]
classified-ad bbox=[996, 231, 1175, 255]
classified-ad-text: — Κουρτίνες. Εὐγενίδου 36, τηλ. 31-522. bbox=[996, 639, 1175, 659]
classified-ad bbox=[435, 578, 612, 612]
classified-ad-text: 1 δωμ., χώλ, κουζίνα, λουτρόν, πωλεῖται εἰς τήν ὁδόν Βασ. Ὄλγας. Τηλ. 89-469 καί 75-765. bbox=[435, 452, 612, 482]
classified-ad bbox=[809, 403, 986, 437]
classified-ad-lead: ΚΕΡΑΙΕΣ bbox=[996, 550, 1034, 560]
dei-notice-title: ΔΙΑΚΟΠΗ ΗΛΕΚΤΡΙΚΟΥ ΡΕΥΜΑΤΟΣ bbox=[1261, 1404, 1550, 1432]
classified-ad bbox=[996, 364, 1175, 387]
classified-ad-lead: ΠΩΛΟΥΝΤΑΙ bbox=[622, 519, 676, 529]
classified-ad bbox=[435, 552, 612, 575]
left-top-headline: ΑΝΑΠΤΥΣΣΕΤΑΙ ΑΞΙΟΛΟΓΟΣ ΔΡΑΣΤΗΡΙΟΤΗΣ ΥΠΟ ΤΟΥ ΥΠΟΥΡΓΕΙΟΥ ΔΗΜΟΣΙΩΝ ΕΡΓΩΝ ΕΙΣ ΤΟΥΣ ΤΟΜΕΙΣ ΤΗΣ ΑΡΜΟΔΙΟΤΗΤΟΣ ΤΟΥ bbox=[37, 94, 415, 145]
classified-ad-lead: ΖΗΤΕΙΤΑΙ bbox=[809, 582, 850, 592]
classified-ad-lead: ΠΩΛΕΙΤΑΙ bbox=[622, 609, 665, 619]
classified-ad-text: πλησίον οἰκόπεδον 420 τ.μ. Ἐρμοῦ 13. Τηλ. 74-605. bbox=[622, 440, 799, 459]
dei-notice-sign: Ἐκ τῆς Δ.Ε.Η. bbox=[1487, 1907, 1548, 1918]
classified-ad bbox=[622, 466, 799, 490]
classifieds-col-1 bbox=[435, 142, 612, 1251]
classified-ad-text: κατάστημα 150 μ2 καί ὑπόγειον εἰς τήν ὁδόν Βασ. Κωνσταντίνου. Τηλ. 31-932. bbox=[622, 662, 799, 691]
flame-logo-icon: ♨ bbox=[43, 2235, 89, 2281]
classified-ad-lead: ΔΙΑΘΕΤΟΜΕΝ bbox=[809, 241, 870, 251]
classified-ad-lead: ΝΙΚΟΛΑ ΔΗΣ bbox=[996, 639, 1054, 649]
classified-ad bbox=[435, 234, 612, 277]
classified-ad-lead: ΦΟΙΣΗ bbox=[622, 493, 651, 503]
classifieds-banner: Πωλήσεις - Ζητήσεις - Ενοικιάσεις - Αγοραί bbox=[433, 65, 1177, 134]
